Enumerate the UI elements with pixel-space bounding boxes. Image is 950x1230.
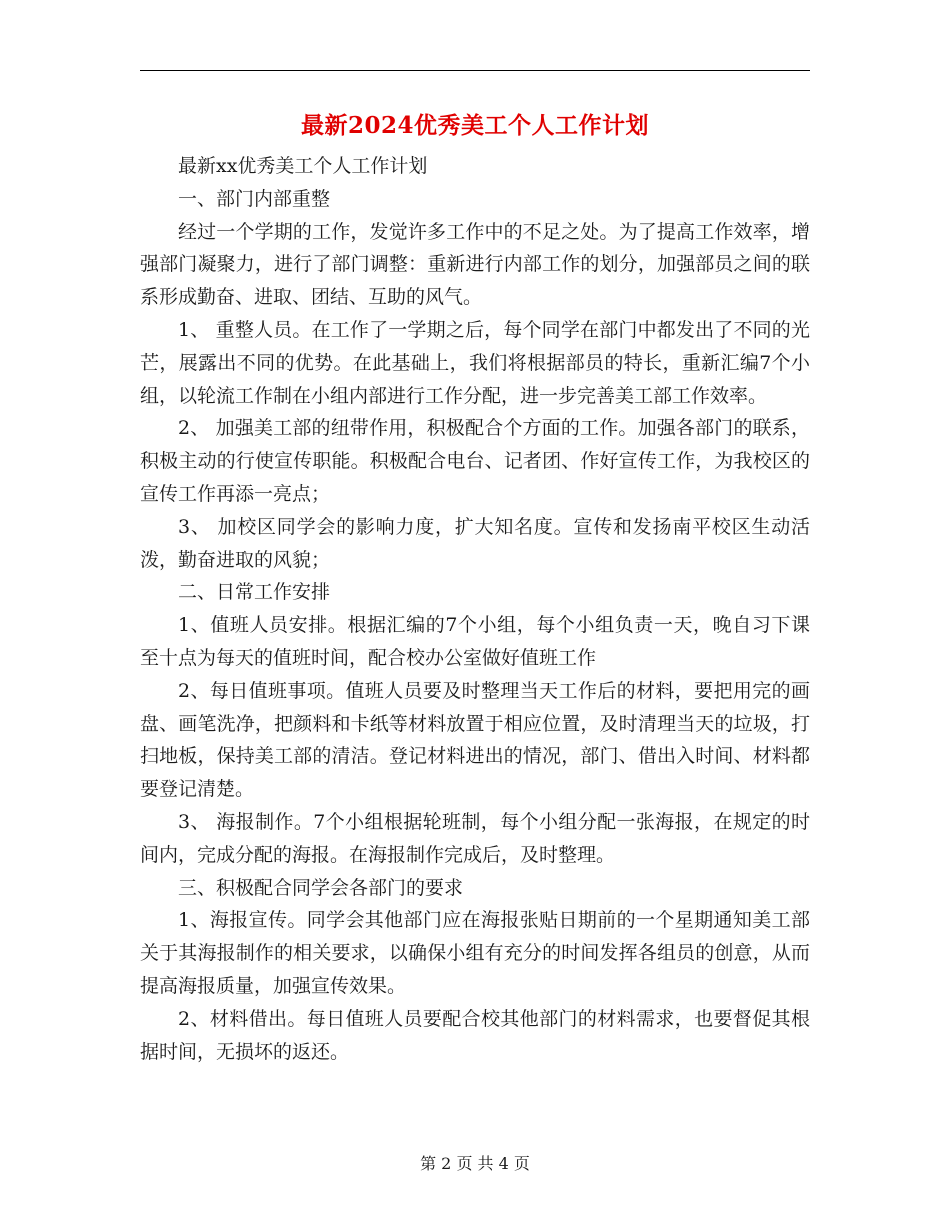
paragraph: 1、值班人员安排。根据汇编的7个小组，每个小组负责一天，晚自习下课至十点为每天的值班时间，配合校办公室做好值班工作	[140, 614, 810, 669]
document-body	[140, 150, 810, 1068]
section-heading-2: 二、日常工作安排	[178, 581, 331, 604]
paragraph-subtitle: 最新xx优秀美工个人工作计划	[178, 155, 428, 177]
section-heading-3: 三、积极配合同学会各部门的要求	[178, 876, 464, 899]
paragraph: 1、 重整人员。在工作了一学期之后，每个同学在部门中都发出了不同的光芒，展露出不同的优势。在此基础上，我们将根据部员的特长，重新汇编7个小组，以轮流工作制在小组内部进行工作分配，进一步完善美工部工作效率。	[140, 318, 810, 407]
header-rule	[140, 70, 810, 71]
page-footer: 第 2 页 共 4 页	[420, 1154, 530, 1173]
section-heading-1: 一、部门内部重整	[178, 187, 331, 210]
paragraph: 3、 海报制作。7个小组根据轮班制，每个小组分配一张海报，在规定的时间内，完成分配的海报。在海报制作完成后，及时整理。	[140, 810, 810, 866]
paragraph: 2、每日值班事项。值班人员要及时整理当天工作后的材料，要把用完的画盘、画笔洗净，把颜料和卡纸等材料放置于相应位置，及时清理当天的垃圾，打扫地板，保持美工部的清洁。登记材料进出的情况，部门、借出入时间、材料都要登记清楚。	[140, 679, 810, 801]
paragraph: 经过一个学期的工作，发觉许多工作中的不足之处。为了提高工作效率，增强部门凝聚力，进行了部门调整：重新进行内部工作的划分，加强部员之间的联系形成勤奋、进取、团结、互助的风气。	[140, 220, 810, 309]
paragraph: 2、材料借出。每日值班人员要配合校其他部门的材料需求，也要督促其根据时间，无损坏的返还。	[140, 1007, 810, 1063]
paragraph: 3、 加校区同学会的影响力度，扩大知名度。宣传和发扬南平校区生动活泼，勤奋进取的风貌；	[140, 515, 810, 571]
paragraph: 2、 加强美工部的纽带作用，积极配合个方面的工作。加强各部门的联系，积极主动的行使宣传职能。积极配合电台、记者团、作好宣传工作，为我校区的宣传工作再添一亮点；	[140, 417, 810, 505]
document-title: 最新2024优秀美工个人工作计划	[300, 112, 649, 139]
paragraph: 1、海报宣传。同学会其他部门应在海报张贴日期前的一个星期通知美工部关于其海报制作的相关要求，以确保小组有充分的时间发挥各组员的创意，从而提高海报质量，加强宣传效果。	[140, 909, 810, 997]
